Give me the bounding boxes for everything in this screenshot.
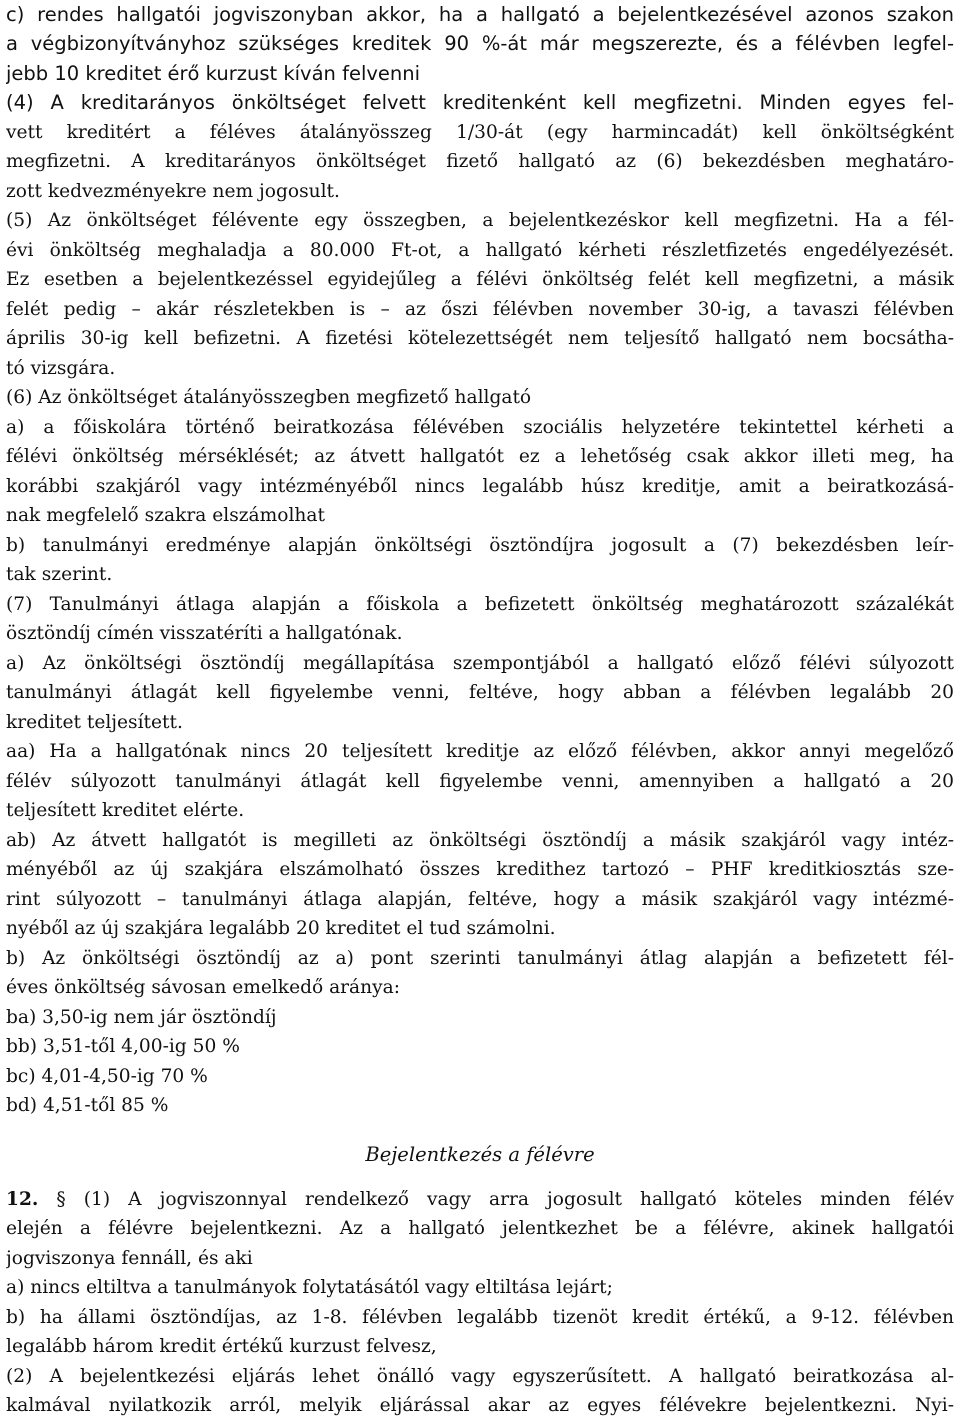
text-line: félévi önköltség mérséklését; az átvett hallgatót ez a lehetőség csak akkor illeti meg, ha	[6, 446, 954, 468]
text-line: legalább három kredit értékű kurzust felvesz,	[6, 1336, 437, 1358]
text-line: a) a főiskolára történő beiratkozása félévében szociális helyzetére tekintettel kérheti a	[6, 416, 954, 438]
text-line: bc) 4,01-4,50-ig 70 %	[6, 1065, 208, 1087]
text-line: b) Az önköltségi ösztöndíj az a) pont szerinti tanulmányi átlag alapján a befizetett fél-	[6, 947, 954, 969]
text-line: felét pedig – akár részletekben is – az őszi félévben november 30-ig, a tavaszi félévben	[6, 298, 954, 320]
text-line: ményéből az új szakjára elszámolható összes kredithez tartozó – PHF kreditkiosztás sze-	[6, 859, 954, 881]
text-line: évi önköltség meghaladja a 80.000 Ft-ot, a hallgató kérheti részletfizetés engedélyezését.	[6, 239, 954, 261]
section-12-first-line	[6, 1185, 954, 1215]
text-line: április 30-ig kell befizetni. A fizetési kötelezettségét nem teljesítő hallgató nem bocsátha-	[6, 328, 954, 350]
text-line: (6) Az önköltséget átalányösszegben megfizető hallgató	[6, 387, 532, 409]
text-line: (2) A bejelentkezési eljárás lehet önálló vagy egyszerűsített. A hallgató beiratkozása al-	[6, 1365, 954, 1387]
text-line: éves önköltség sávosan emelkedő aránya:	[6, 977, 400, 999]
text-line: b) ha állami ösztöndíjas, az 1-8. félévben legalább tizenöt kredit értékű, a 9-12. félévben	[6, 1306, 954, 1328]
text-line: rint súlyozott – tanulmányi átlaga alapján, feltéve, hogy a másik szakjáról vagy intézmé-	[6, 888, 954, 910]
text-line: tak szerint.	[6, 564, 113, 586]
text-line: Ez esetben a bejelentkezéssel egyidejűleg a félévi önköltség felét kell megfizetni, a másik	[6, 269, 954, 291]
text-line: ösztöndíj címén visszatéríti a hallgatónak.	[6, 623, 403, 645]
section-number: 12.	[6, 1188, 39, 1210]
text-line: megfizetni. A kreditarányos önköltséget fizető hallgató az (6) bekezdésben meghatáro-	[6, 151, 954, 173]
text-line: nak megfelelő szakra elszámolhat	[6, 505, 325, 527]
text-line: ba) 3,50-ig nem jár ösztöndíj	[6, 1006, 277, 1028]
text-line: a) nincs eltiltva a tanulmányok folytatásától vagy eltiltása lejárt;	[6, 1277, 613, 1299]
text-line: aa) Ha a hallgatónak nincs 20 teljesített kreditje az előző félévben, akkor annyi megelőző	[6, 741, 954, 763]
text-line: a) Az önköltségi ösztöndíj megállapítása szempontjából a hallgató előző félévi súlyozott	[6, 652, 954, 674]
text-line: jogviszonya fennáll, és aki	[6, 1247, 253, 1269]
text-line: jebb 10 kreditet érő kurzust kíván felvenni	[6, 61, 421, 85]
text-line: félév súlyozott tanulmányi átlagát kell figyelembe venni, amennyiben a hallgató a 20	[6, 770, 954, 792]
section-12	[6, 1185, 954, 1421]
text-line: kalmával nyilatkozik arról, melyik eljárással akar az egyes félévekre bejelentkezni. Nyi-	[6, 1395, 954, 1417]
text-line: ab) Az átvett hallgatót is megilleti az önköltségi ösztöndíj a másik szakjáról vagy intéz-	[6, 829, 954, 851]
text-line: elején a félévre bejelentkezni. Az a hallgató jelentkezhet be a félévre, akinek hallgatói	[6, 1218, 954, 1240]
text-line: c) rendes hallgatói jogviszonyban akkor, ha a hallgató a bejelentkezésével azonos szakon	[6, 3, 954, 26]
text-line: nyéből az új szakjára legalább 20 kreditet el tud számolni.	[6, 918, 556, 940]
section-heading: Bejelentkezés a félévre	[365, 1142, 595, 1166]
text-block-sans	[6, 0, 954, 118]
text-line: tó vizsgára.	[6, 357, 116, 379]
text-line: (4) A kreditarányos önköltséget felvett kreditenként kell megfizetni. Minden egyes fel-	[6, 91, 954, 115]
text-line: (7) Tanulmányi átlaga alapján a főiskola a befizetett önköltség meghatározott százalékát	[6, 593, 954, 615]
section-symbol: §	[56, 1188, 66, 1210]
text-line: kreditet teljesített.	[6, 711, 183, 733]
text-line: a végbizonyítványhoz szükséges kreditek 90 %-át már megszerezte, és a félévben legfel-	[6, 32, 954, 56]
text-line: bb) 3,51-től 4,00-ig 50 %	[6, 1036, 240, 1058]
text-line: tanulmányi átlagát kell figyelembe venni, feltéve, hogy abban a félévben legalább 20	[6, 682, 954, 704]
text-line: vett kreditért a féléves átalányösszeg 1/30-át (egy harmincadát) kell önköltségként	[6, 121, 954, 143]
text-block-serif	[6, 118, 954, 1121]
section-12-body	[6, 1214, 954, 1421]
text-line: b) tanulmányi eredménye alapján önköltségi ösztöndíjra jogosult a (7) bekezdésben leír-	[6, 534, 954, 556]
text-line: (5) Az önköltséget félévente egy összegben, a bejelentkezéskor kell megfizetni. Ha a fél-	[6, 210, 954, 232]
text-line: zott kedvezményekre nem jogosult.	[6, 180, 340, 202]
section-first-line-text: (1) A jogviszonnyal rendelkező vagy arra jogosult hallgató köteles minden félév	[83, 1188, 954, 1210]
text-line: teljesített kreditet elérte.	[6, 800, 245, 822]
text-line: korábbi szakjáról vagy intézményéből nincs legalább húsz kreditje, amit a beiratkozásá-	[6, 475, 954, 497]
text-line: bd) 4,51-től 85 %	[6, 1095, 169, 1117]
document-page	[6, 0, 954, 1421]
